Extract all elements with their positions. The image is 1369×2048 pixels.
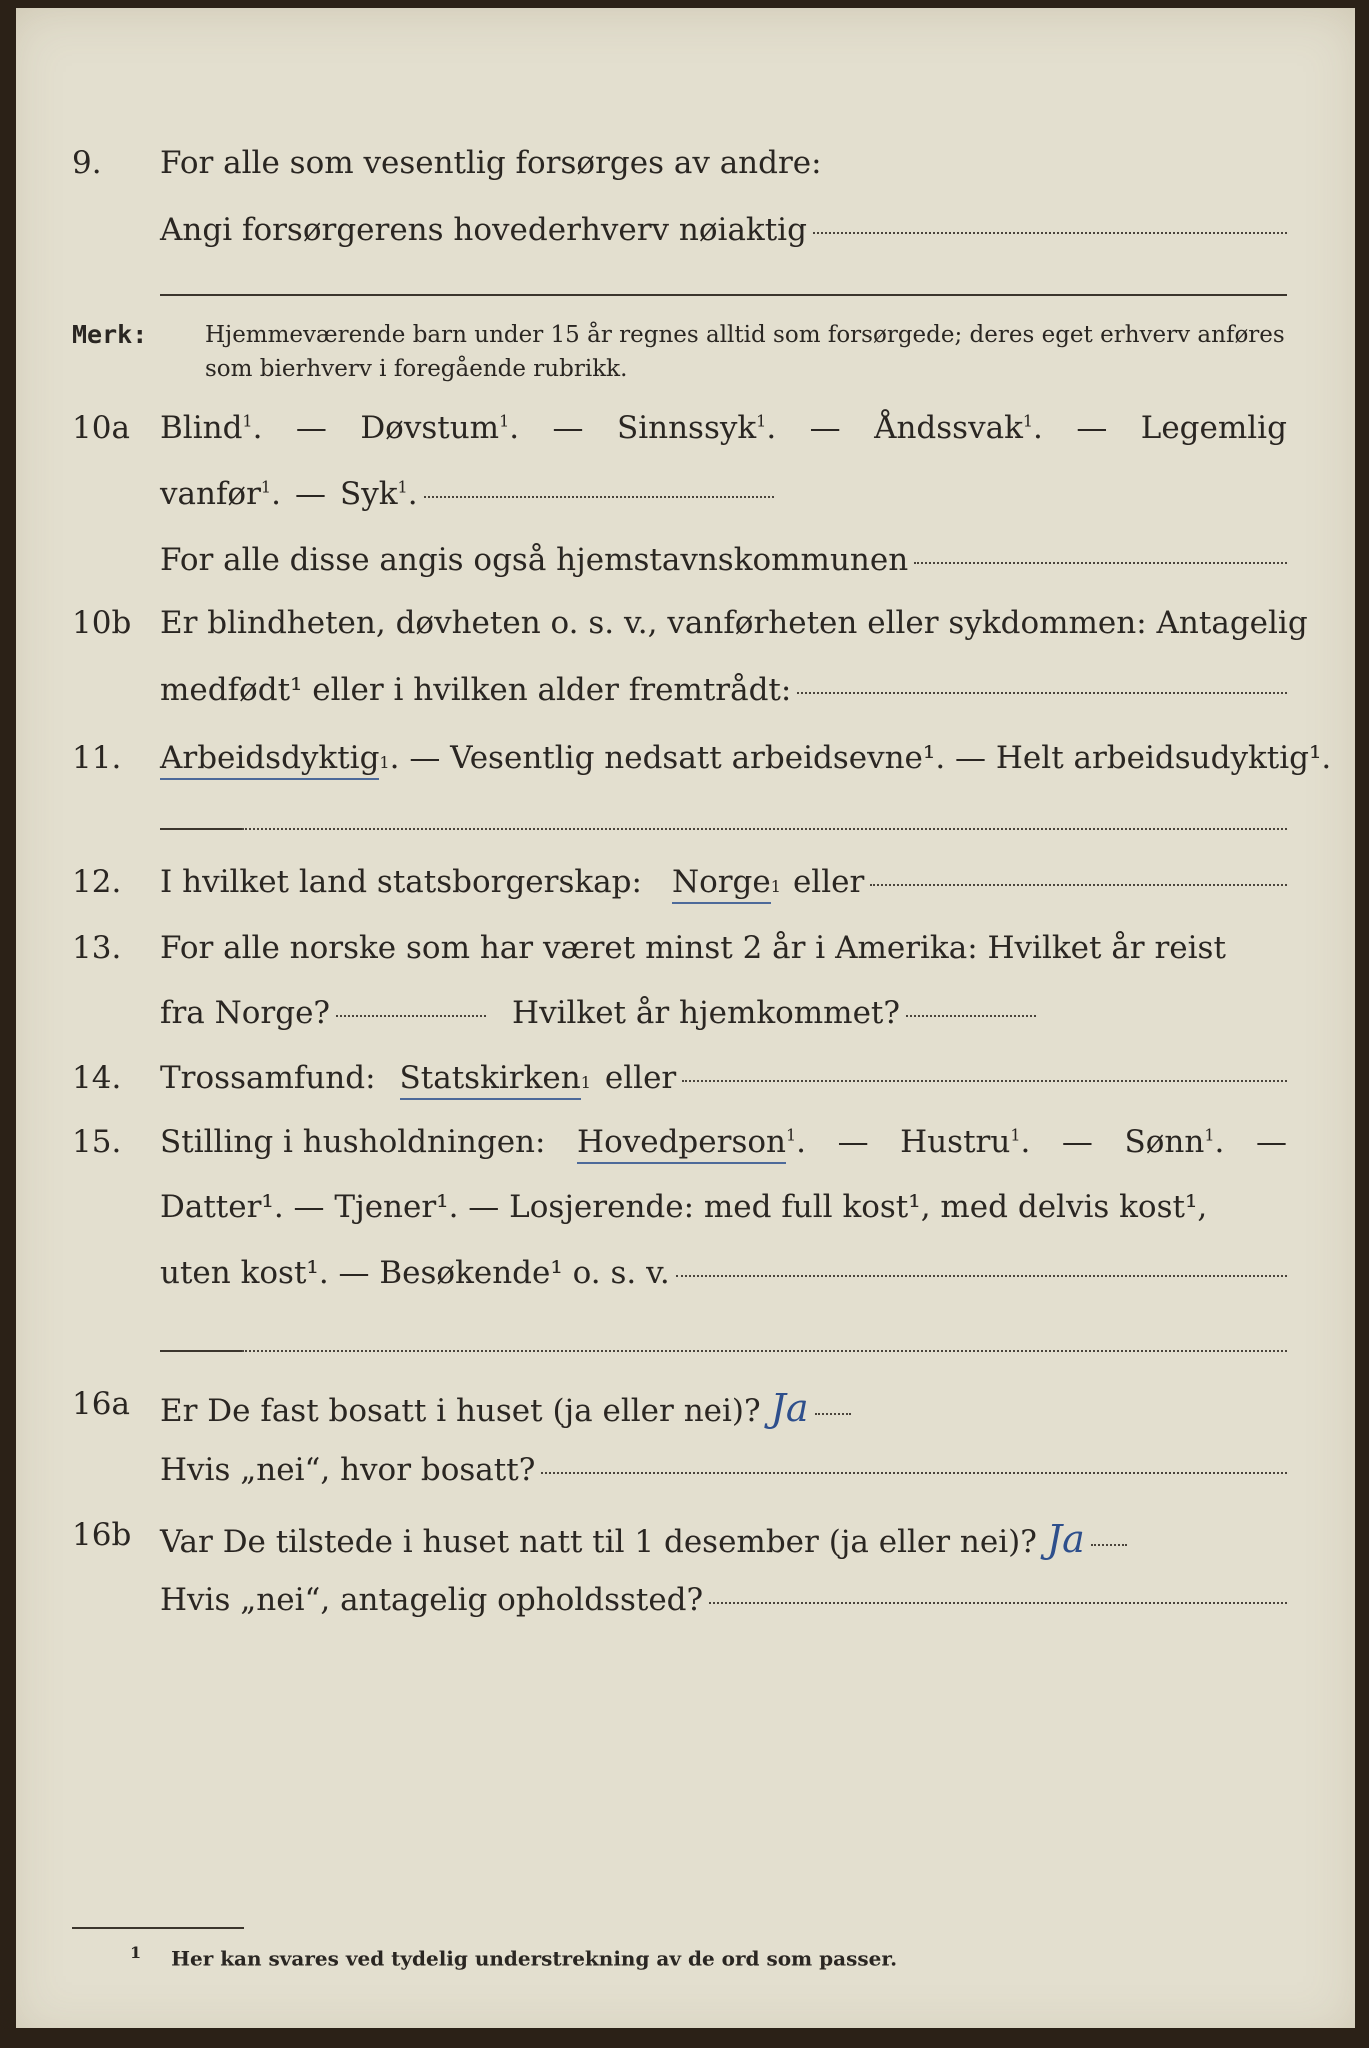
q15-row-1 [0, 1124, 1369, 1174]
q9-answer-rule [160, 294, 1287, 296]
q9-row-1 [0, 145, 1369, 195]
q10a-line-1 [160, 410, 1287, 446]
q15-dash-2: — [1061, 1124, 1093, 1160]
q10a-row-1 [0, 410, 1369, 460]
q10a-blind[interactable]: Blind$^1$. [160, 410, 263, 446]
q10b-line-2-text: medfødt¹ eller i hvilken alder fremtrådt: [160, 672, 792, 708]
scan-border-bottom [0, 2028, 1369, 2048]
q10b-row-2 [0, 672, 1369, 722]
q16b-answer-field[interactable] [1091, 1544, 1127, 1546]
q11-line: Arbeidsdyktig 1 . — Vesentlig nedsatt arbeidsevne¹. — Helt arbeidsudyktig¹. [160, 740, 1287, 780]
q14-statskirken-underlined[interactable]: Statskirken [400, 1060, 581, 1100]
q16a-answer-field[interactable] [815, 1413, 851, 1415]
footnote-mark: 1 [130, 1943, 142, 1962]
q14-eller: eller [604, 1060, 677, 1096]
q10a-line-2 [160, 476, 1287, 512]
footnote-rule [72, 1927, 244, 1929]
q10a-dash-5: — [294, 476, 326, 512]
q16a-line-2 [160, 1452, 1287, 1488]
q10a-vanfor[interactable]: vanfør$^1$. [160, 476, 281, 512]
q11-number: 11. [72, 740, 122, 776]
q9-line-2 [160, 212, 1287, 248]
q16b-question: Var De tilstede i huset natt til 1 desember (ja eller nei)? [160, 1524, 1037, 1560]
q15-hovedperson[interactable]: Hovedperson$^1$. [577, 1124, 806, 1160]
q15-line-3 [160, 1255, 1287, 1291]
q14-number: 14. [72, 1060, 122, 1096]
q13-number: 13. [72, 930, 122, 966]
q16a-bosatt-field[interactable] [541, 1472, 1287, 1474]
q13-row-1 [0, 930, 1369, 980]
scan-border-top [0, 0, 1369, 8]
q16b-opholdssted-field[interactable] [709, 1602, 1287, 1604]
q13-hjemkommet: Hvilket år hjemkommet? [512, 995, 901, 1031]
q11-rule-dotted [242, 828, 1287, 830]
q10a-line-3 [160, 542, 1287, 578]
q10a-syk-field[interactable] [424, 496, 774, 498]
q15-line-1 [160, 1124, 1287, 1160]
q12-text: I hvilket land statsborgerskap: [160, 864, 642, 900]
q16b-number: 16b [72, 1517, 132, 1553]
q13-line-1: For alle norske som har været minst 2 år i Amerika: Hvilket år reist [160, 930, 1226, 966]
q9-row-2 [0, 212, 1369, 262]
q12-line: I hvilket land statsborgerskap: Norge 1 eller [160, 864, 1287, 904]
q15-row-3 [0, 1255, 1369, 1305]
q10b-row-1 [0, 605, 1369, 655]
q10a-legemlig[interactable]: Legemlig [1140, 410, 1287, 446]
q15-dash-1: — [837, 1124, 869, 1160]
q14-row [0, 1060, 1369, 1110]
q15-hustru[interactable]: Hustru$^1$. [900, 1124, 1031, 1160]
q10b-line-1: Er blindheten, døvheten o. s. v., vanførheten eller sykdommen: Antagelig [160, 605, 1308, 641]
q16a-line-1 [160, 1386, 1287, 1430]
q10b-alder-field[interactable] [797, 692, 1287, 694]
q15-line-3-text: uten kost¹. — Besøkende¹ o. s. v. [160, 1255, 670, 1291]
q16a-handwritten-answer[interactable]: Ja [770, 1386, 809, 1430]
q10a-sinnssyk[interactable]: Sinnssyk$^1$. [616, 410, 777, 446]
q10b-number: 10b [72, 605, 132, 641]
q16a-number: 16a [72, 1386, 130, 1422]
q9-line-2-text: Angi forsørgerens hovederhverv nøiaktig [160, 212, 807, 248]
q12-eller: eller [792, 864, 865, 900]
q15-dash-3: — [1255, 1124, 1287, 1160]
q16b-row-2 [0, 1582, 1369, 1632]
q15-line-2: Datter¹. — Tjener¹. — Losjerende: med full kost¹, med delvis kost¹, [160, 1189, 1208, 1225]
q16b-row-1 [0, 1517, 1369, 1567]
footnote-text: Her kan svares ved tydelig understrekning av de ord som passer. [171, 1946, 898, 1971]
q12-number: 12. [72, 864, 122, 900]
q15-row-2 [0, 1189, 1369, 1239]
q11-row [0, 740, 1369, 790]
q15-sonn[interactable]: Sønn$^1$. [1124, 1124, 1225, 1160]
q10a-dash-4: — [1076, 410, 1108, 446]
q13-row-2 [0, 995, 1369, 1045]
q13-line-2 [160, 995, 1287, 1031]
q15-rule-dotted [242, 1350, 1287, 1352]
q15-stilling: Stilling i husholdningen: [160, 1124, 546, 1160]
q16a-row-2 [0, 1452, 1369, 1502]
q10a-row-2 [0, 476, 1369, 526]
q10a-number: 10a [72, 410, 130, 446]
q16b-hvis-nei: Hvis „nei“, antagelig opholdssted? [160, 1582, 704, 1618]
q14-trossamfund-field[interactable] [682, 1080, 1287, 1082]
q11-arbeidsdyktig-underlined[interactable]: Arbeidsdyktig [160, 740, 379, 780]
q10a-hjemstavn-field[interactable] [914, 562, 1287, 564]
q9-line-1: For alle som vesentlig forsørges av andre: [160, 145, 822, 181]
q12-norge-underlined[interactable]: Norge [672, 864, 771, 904]
q16b-line-2 [160, 1582, 1287, 1618]
q15-number: 15. [72, 1124, 122, 1160]
q16a-row-1 [0, 1386, 1369, 1436]
q13-hjemkommet-field[interactable] [906, 1015, 1036, 1017]
q13-reist-field[interactable] [336, 1015, 486, 1017]
footnote [130, 1943, 897, 1971]
q14-text: Trossamfund: [160, 1060, 376, 1096]
q10b-line-2 [160, 672, 1287, 708]
q10a-row-3 [0, 542, 1369, 592]
q11-rule-short [160, 828, 242, 830]
q16b-line-1 [160, 1517, 1287, 1561]
q12-row [0, 864, 1369, 914]
merk-label: Merk: [72, 320, 148, 349]
q10a-syk[interactable]: Syk$^1$. [339, 476, 418, 512]
q13-fra-norge: fra Norge? [160, 995, 331, 1031]
q16b-handwritten-answer[interactable]: Ja [1046, 1517, 1085, 1561]
merk-text: Hjemmeværende barn under 15 år regnes alltid som forsørgede; deres eget erhverv anføres som bierhverv i foregående rubrikk. [205, 322, 1285, 382]
q16a-hvis-nei: Hvis „nei“, hvor bosatt? [160, 1452, 536, 1488]
q10a-andssvak[interactable]: Åndssvak$^1$. [874, 410, 1043, 446]
q15-other-field[interactable] [676, 1275, 1287, 1277]
q10a-line-3-text: For alle disse angis også hjemstavnskommunen [160, 542, 909, 578]
q10a-dash-2: — [552, 410, 584, 446]
q9-answer-field[interactable] [813, 232, 1287, 234]
q16a-question: Er De fast bosatt i huset (ja eller nei)? [160, 1393, 761, 1429]
q15-rule-short [160, 1350, 242, 1352]
q14-line: Trossamfund: Statskirken 1 eller [160, 1060, 1287, 1100]
q10a-dash-1: — [295, 410, 327, 446]
q12-land-field[interactable] [870, 884, 1287, 886]
q9-number: 9. [72, 145, 102, 181]
q10a-dash-3: — [809, 410, 841, 446]
q10a-dovstum[interactable]: Døvstum$^1$. [360, 410, 520, 446]
q11-rest: Vesentlig nedsatt arbeidsevne¹. — Helt arbeidsudyktig¹. [450, 740, 1332, 776]
